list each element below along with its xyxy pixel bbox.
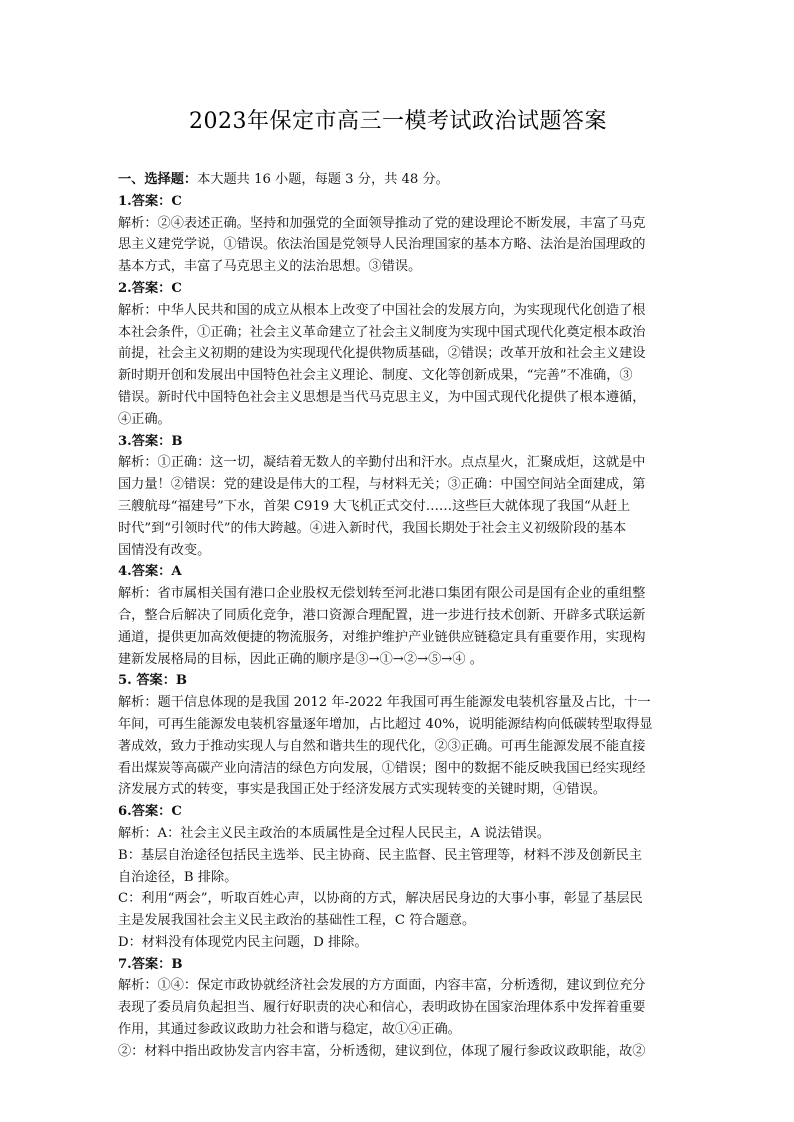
text-line: 作用，其通过参政议政助力社会和谐与稳定，故①④正确。 — [118, 1022, 461, 1038]
text-line: 著成效，致力于推动实现人与自然和谐共生的现代化，②③正确。可再生能源发展不能直接 — [118, 738, 646, 754]
answer-heading: 4.答案：A — [118, 564, 182, 580]
text-line: 解析：题干信息体现的是我国 2012 年-2022 年我国可再生能源发电装机容量及占比，十一 — [118, 695, 651, 711]
text-line: 解析：A：社会主义民主政治的本质属性是全过程人民民主，A 说法错误。 — [118, 825, 551, 841]
text-line: 济发展方式的转变，事实是我国正处于经济发展方式实现转变的关键时期，④错误。 — [118, 782, 606, 798]
text-line: 前提，社会主义初期的建设为实现现代化提供物质基础，②错误；改革开放和社会主义建设 — [118, 346, 646, 362]
text-line: C：利用“两会”，听取百姓心声，以协商的方式，解决居民身边的大事小事，彰显了基层民 — [118, 891, 643, 907]
text-line: 本社会条件，①正确；社会主义革命建立了社会主义制度为实现中国式现代化奠定根本政治 — [118, 324, 646, 340]
section-heading — [118, 169, 678, 191]
text-line: ④正确。 — [118, 411, 171, 427]
text-line: 解析：①④：保定市政协就经济社会发展的方方面面，内容丰富，分析透彻，建议到位充分 — [118, 978, 646, 994]
answer-heading: 5. 答案：B — [118, 673, 188, 689]
answer-heading: 7.答案：B — [118, 956, 183, 972]
text-line: 主是发展我国社会主义民主政治的基础性工程，C 符合题意。 — [118, 913, 476, 929]
text-line: 自治途径，B 排除。 — [118, 869, 238, 885]
answer-body — [118, 191, 678, 1063]
answer-heading: 3.答案：B — [118, 433, 183, 449]
text-line: 年间，可再生能源发电装机容量逐年增加，占比超过 40%，说明能源结构向低碳转型取得显 — [118, 716, 653, 732]
text-line: ②：材料中指出政协发言内容丰富，分析透彻，建议到位，体现了履行参政议政职能，故② — [118, 1043, 646, 1059]
text-line: 时代”到“引领时代”的伟大跨越。④进入新时代，我国长期处于社会主义初级阶段的基本 — [118, 520, 627, 536]
text-line: 基本方式，丰富了马克思主义的法治思想。③错误。 — [118, 259, 422, 275]
page-title: 2023年保定市高三一模考试政治试题答案 — [189, 109, 607, 134]
text-line: 合，整合后解决了同质化竞争，港口资源合理配置，进一步进行技术创新、开辟多式联运新 — [118, 607, 646, 623]
answer-heading: 2.答案：C — [118, 280, 182, 296]
text-line: 解析：①正确：这一切，凝结着无数人的辛勤付出和汗水。点点星火，汇聚成炬，这就是中 — [118, 455, 646, 471]
text-line: 错误。新时代中国特色社会主义思想是当代马克思主义，为中国式现代化提供了根本遵循， — [118, 389, 646, 405]
section-heading-desc: 本大题共 16 小题，每题 3 分，共 48 分。 — [197, 172, 449, 187]
text-line: 解析：省市属相关国有港口企业股权无偿划转至河北港口集团有限公司是国有企业的重组整 — [118, 586, 646, 602]
section-heading-label: 一、选择题： — [118, 172, 198, 187]
document-page — [118, 104, 678, 1063]
text-line: B：基层自治途径包括民主选举、民主协商、民主监督、民主管理等，材料不涉及创新民主 — [118, 847, 642, 863]
text-line: 新时期开创和发展出中国特色社会主义理论、制度、文化等创新成果，“完善”不准确，③ — [118, 368, 633, 384]
text-line: 国力量！②错误：党的建设是伟大的工程，与材料无关；③正确：中国空间站全面建成，第 — [118, 477, 646, 493]
text-line: 建新发展格局的目标，因此正确的顺序是③→①→②→⑤→④ 。 — [118, 651, 483, 667]
text-line: 通道，提供更加高效便捷的物流服务，对维护维护产业链供应链稳定具有重要作用，实现构 — [118, 629, 646, 645]
answer-heading: 6.答案：C — [118, 804, 182, 820]
text-line: 看出煤炭等高碳产业向清洁的绿色方向发展，①错误；图中的数据不能反映我国已经实现经 — [118, 760, 646, 776]
text-line: 表现了委员肩负起担当、履行好职责的决心和信心，表明政协在国家治理体系中发挥着重要 — [118, 1000, 646, 1016]
text-line: 解析：中华人民共和国的成立从根本上改变了中国社会的发展方向，为实现现代化创造了根 — [118, 302, 646, 318]
text-line: 思主义建党学说，①错误。依法治国是党领导人民治理国家的基本方略、法治是治国理政的 — [118, 237, 646, 253]
text-line: 国情没有改变。 — [118, 542, 211, 558]
text-line: 解析：②④表述正确。坚持和加强党的全面领导推动了党的建设理论不断发展，丰富了马克 — [118, 215, 646, 231]
text-line: 三艘航母“福建号”下水，首架 C919 大飞机正式交付……这些巨大就体现了我国“从赶上 — [118, 498, 631, 514]
text-line: D：材料没有体现党内民主问题，D 排除。 — [118, 934, 368, 950]
answer-heading: 1.答案：C — [118, 193, 182, 209]
